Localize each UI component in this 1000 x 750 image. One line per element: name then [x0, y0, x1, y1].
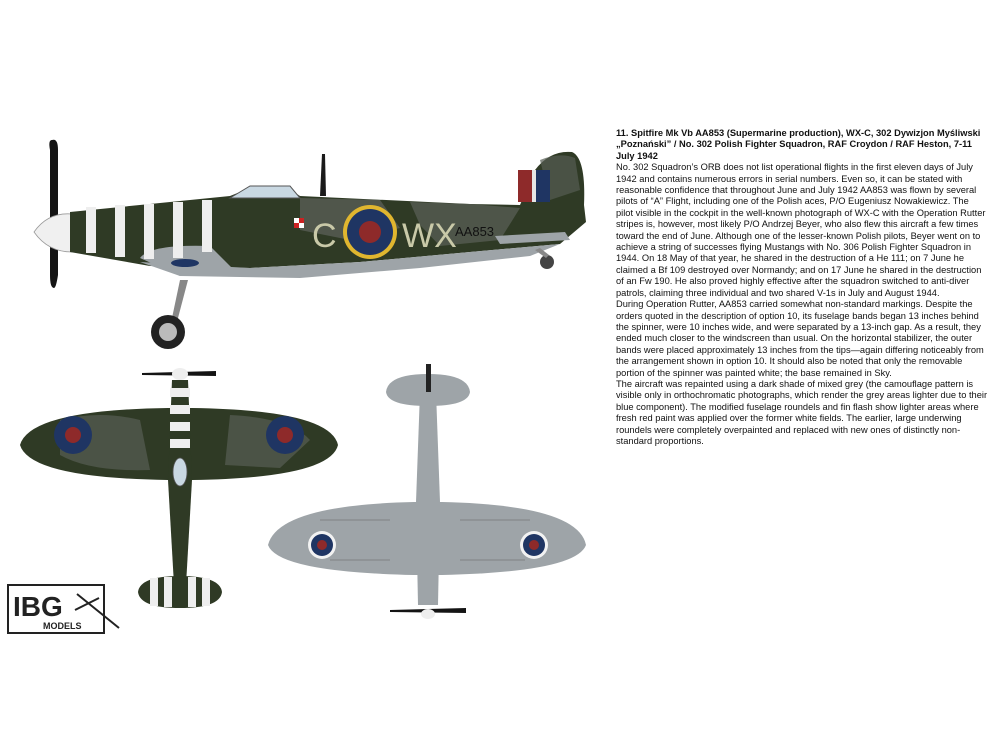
side-view [34, 140, 586, 349]
canopy [230, 186, 300, 198]
invasion-stripe [86, 207, 96, 253]
logo-brand: IBG [13, 591, 63, 622]
antenna-mast [320, 154, 326, 196]
code-letters-right: WX [402, 217, 457, 255]
fuselage-under [416, 392, 440, 605]
top-view [20, 368, 338, 608]
logo-sub: MODELS [43, 621, 82, 631]
canopy-top [173, 458, 187, 486]
caption-title: 11. Spitfire Mk Vb AA853 (Supermarine production), WX-C, 302 Dywizjon Myśliwski „Poznański” / No. 302 Polish Fighter Squadron, RAF Croydon / RAF Heston, 7-11 July 1942 [616, 128, 981, 161]
invasion-stripe [202, 200, 212, 252]
caption-paragraph: During Operation Rutter, AA853 carried somewhat non-standard markings. Despite the orders quoted in the description of option 10, its fuselage bands began 13 inches behind the spinner, were 10 inches wide, and were separated by a 13-inch gap. As a result, they ended much closer to the windscreen than usual. On the horizontal stabilizer, the outer bands were placed approximately 13 inches from the tips—again differing noticeably from the arrangement shown in option 10. It should also be noted that only the removable portion of the spinner was painted white; the base remained in Sky. [616, 299, 984, 378]
invasion-stripe [173, 202, 183, 258]
invasion-stripe [115, 205, 125, 257]
main-gear-leg [172, 280, 188, 318]
tail-wheel [540, 255, 554, 269]
caption-block [616, 128, 988, 447]
ibg-logo [7, 584, 127, 636]
caption-paragraph: No. 302 Squadron’s ORB does not list operational flights in the first eleven days of July 1942 and contains numerous errors in serial numbers. Even so, it can be stated with reasonable confidence that throughout June and July 1942 AA853 was flown by several pilots of “A” Flight, including one of the Polish aces, P/O Eugeniusz Nowakiewicz. The pilot visible in the cockpit in the well-known photograph of WX-C with the Operation Rutter stripes is, however, most likely P/O Andrzej Beyer, who also flew this aircraft a few times toward the end of June. Although one of the lesser-known Polish pilots, Beyer went on to achieve a string of successes flying Mustangs with No. 306 Polish Fighter Squadron in 1944. On 18 May of that year, he shared in the destruction of a He 111; on 7 June he claimed a Bf 109 destroyed over Normandy; and on 17 June he shared in the destruction of an Fw 190. He also proved highly effective after the squadron switched to anti-diver patrols, claiming three individual and two shared V-1s in July and August 1944. [616, 162, 986, 298]
propeller-blade-upper [49, 140, 58, 225]
fin-flash-red [518, 170, 532, 202]
serial-number: AA853 [455, 224, 495, 239]
fin-flash-white [532, 170, 536, 202]
fin-flash-blue [536, 170, 550, 202]
spinner [34, 214, 72, 252]
code-letter-left: C [312, 217, 337, 255]
polish-checkerboard [294, 218, 304, 228]
invasion-stripe [144, 204, 154, 259]
caption-paragraph: The aircraft was repainted using a dark shade of mixed grey (the camouflage pattern is visible only in orthochromatic photographs, which render the grey areas lighter due to their blue component). The modified fuselage roundels and fin flash show lighter areas where fresh red paint was applied over the former white fields. The earlier, large underwing roundels were completely overpainted and replaced with new ones of distinctly non-standard proportions. [616, 378, 988, 446]
underside-view [268, 364, 586, 619]
